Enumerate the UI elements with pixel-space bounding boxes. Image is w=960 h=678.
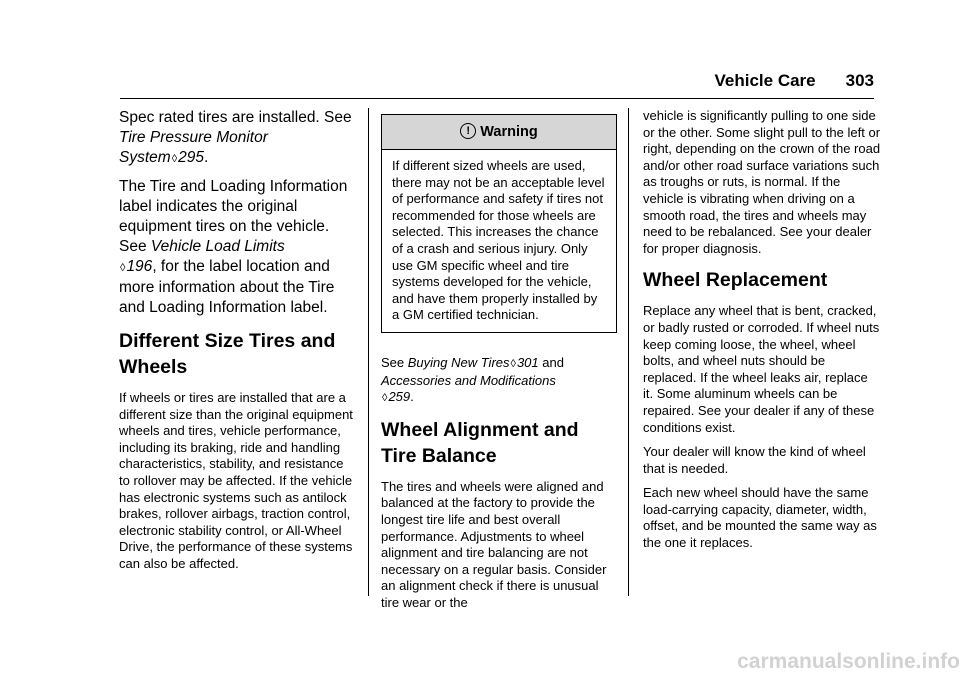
paragraph-replace-wheel: Replace any wheel that is bent, cracked, or badly rusted or corroded. If wheel nuts keep coming loose, the wheel, wheel bolts, and wheel nuts should be replaced. If the wheel leaks air, replace it. Some aluminum wheels can be repaired. See your dealer if any of these conditions exist. bbox=[643, 303, 880, 435]
page-ref-icon: ◊ bbox=[382, 392, 388, 405]
page-ref-icon: ◊ bbox=[510, 357, 516, 370]
column-3 bbox=[643, 108, 881, 560]
page-ref-295[interactable]: 295 bbox=[178, 149, 204, 166]
link-accessories-modifications[interactable]: Accessories and Modifications bbox=[381, 372, 556, 388]
column-2 bbox=[381, 108, 617, 619]
paragraph-spec-rated: Spec rated tires are installed. See Tire Pressure Monitor System◊295. bbox=[119, 109, 352, 166]
warning-box bbox=[381, 114, 617, 333]
page-header bbox=[120, 71, 874, 91]
link-buying-new-tires[interactable]: Buying New Tires bbox=[407, 354, 510, 370]
paragraph-new-wheel: Each new wheel should have the same load-carrying capacity, diameter, width, offset, and be mounted the same way as the one it replaces. bbox=[643, 485, 877, 551]
watermark: carmanualsonline.info bbox=[737, 650, 960, 673]
page-ref-301[interactable]: 301 bbox=[516, 354, 539, 370]
column-divider bbox=[628, 108, 629, 596]
paragraph-tire-loading-label: The Tire and Loading Information label indicates the original equipment tires on the vehicle. See Vehicle Load Limits ◊196, for the label location and more information about the Tire and Loading Information label. bbox=[119, 178, 348, 316]
link-tire-pressure-monitor[interactable]: Tire Pressure Monitor System bbox=[119, 129, 268, 166]
heading-different-size: Different Size Tires and Wheels bbox=[119, 330, 336, 378]
page-ref-icon: ◊ bbox=[120, 262, 126, 274]
heading-replacement: Wheel Replacement bbox=[643, 269, 828, 292]
paragraph-see-also: See Buying New Tires◊301 and Accessories and Modifications ◊259. bbox=[381, 354, 564, 405]
section-title: Vehicle Care bbox=[714, 71, 816, 90]
column-1 bbox=[119, 108, 357, 581]
page-ref-259[interactable]: 259 bbox=[388, 389, 411, 405]
warning-title: Warning bbox=[480, 124, 538, 140]
page-number: 303 bbox=[845, 71, 874, 90]
warning-header bbox=[382, 115, 616, 150]
warning-body: If different sized wheels are used, there may not be an acceptable level of performance and safety if tires not recommended for those wheels are selected. This increases the chance of a crash and serious injury. Only use GM specific wheel and tire systems developed for the vehicle, and have them properly installed by a GM certified technician. bbox=[392, 158, 605, 323]
exclamation-circle-icon: ! bbox=[460, 123, 476, 139]
page-ref-icon: ◊ bbox=[171, 153, 178, 165]
page-ref-196[interactable]: 196 bbox=[126, 258, 153, 275]
heading-alignment: Wheel Alignment and Tire Balance bbox=[381, 418, 579, 467]
paragraph-alignment-continued: vehicle is significantly pulling to one side or the other. Some slight pull to the left or right, depending on the crown of the road and/or other road surface variations such as troughs or ruts, is normal. If the vehicle is vibrating when driving on a smooth road, the tires and wheels may need to be rebalanced. See your dealer for proper diagnosis. bbox=[643, 108, 881, 256]
paragraph-alignment: The tires and wheels were aligned and balanced at the factory to provide the longest tire life and best overall performance. Adjustments to wheel alignment and tire balancing are not necessary on a regular basis. Consider an alignment check if there is unusual tire wear or the bbox=[381, 478, 607, 610]
header-rule bbox=[120, 98, 874, 99]
column-divider bbox=[368, 108, 369, 596]
paragraph-different-size: If wheels or tires are installed that are a different size than the original equipment wheels and tires, vehicle performance, including its braking, ride and handling characteristics, stability, and resistance to rollover may be affected. If the vehicle has electronic systems such as antilock brakes, rollover airbags, traction control, electronic stability control, or All-Wheel Drive, the performance of these systems can also be affected. bbox=[119, 390, 353, 571]
link-vehicle-load-limits[interactable]: Vehicle Load Limits bbox=[150, 238, 285, 255]
paragraph-dealer-knows: Your dealer will know the kind of wheel that is needed. bbox=[643, 444, 866, 476]
